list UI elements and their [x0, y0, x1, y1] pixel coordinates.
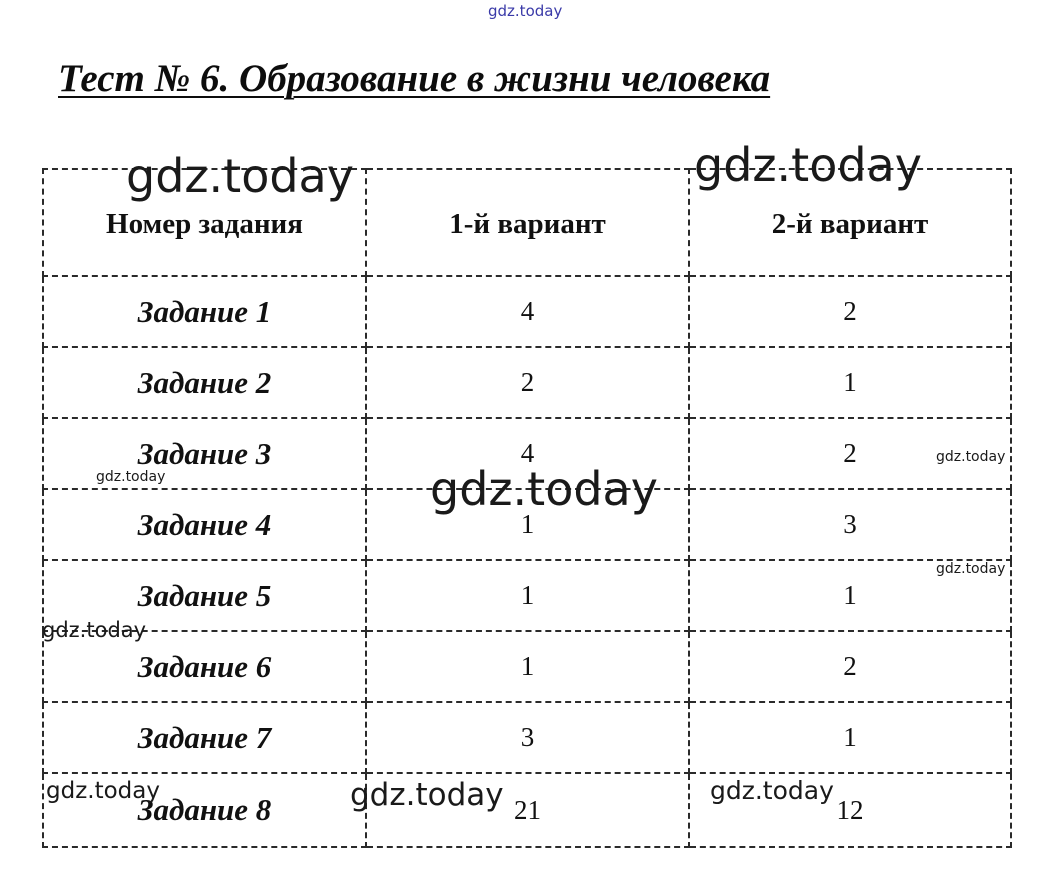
- variant-2-answer: 3: [689, 489, 1011, 560]
- variant-1-answer: 3: [366, 702, 689, 773]
- table-row: [43, 773, 1011, 847]
- watermark-mid-left: gdz.today: [42, 618, 147, 642]
- table-row: [43, 702, 1011, 773]
- variant-2-answer: 1: [689, 560, 1011, 631]
- table-header-row: [43, 169, 1011, 276]
- variant-1-answer: 2: [366, 347, 689, 418]
- task-label: Задание 7: [43, 702, 366, 773]
- variant-1-answer: 4: [366, 276, 689, 347]
- watermark-large-left: gdz.today: [126, 149, 354, 203]
- variant-2-answer: 1: [689, 702, 1011, 773]
- header-variant-2: 2-й вариант: [689, 169, 1011, 276]
- variant-2-answer: 2: [689, 418, 1011, 489]
- watermark-small-right-upper: gdz.today: [936, 449, 1006, 465]
- task-label: Задание 5: [43, 560, 366, 631]
- answers-table: [42, 168, 1012, 848]
- variant-2-answer: 2: [689, 276, 1011, 347]
- table-row: [43, 276, 1011, 347]
- variant-1-answer: 21: [366, 773, 689, 847]
- variant-1-answer: 4: [366, 418, 689, 489]
- table-row: [43, 489, 1011, 560]
- variant-2-answer: 1: [689, 347, 1011, 418]
- task-label: Задание 1: [43, 276, 366, 347]
- header-variant-1: 1-й вариант: [366, 169, 689, 276]
- variant-2-answer: 12: [689, 773, 1011, 847]
- watermark-small-right-lower: gdz.today: [936, 561, 1006, 577]
- page-title: Тест № 6. Образование в жизни человека: [58, 57, 771, 100]
- header-task-number: Номер задания: [43, 169, 366, 276]
- variant-1-answer: 1: [366, 489, 689, 560]
- task-label: Задание 4: [43, 489, 366, 560]
- table-row: [43, 560, 1011, 631]
- task-label: Задание 6: [43, 631, 366, 702]
- table-row: [43, 631, 1011, 702]
- watermark-bottom-left: gdz.today: [46, 778, 160, 804]
- variant-1-answer: 1: [366, 631, 689, 702]
- watermark-small-left: gdz.today: [96, 469, 166, 485]
- task-label: Задание 3: [43, 418, 366, 489]
- task-label: Задание 2: [43, 347, 366, 418]
- watermark-large-center: gdz.today: [430, 462, 658, 516]
- watermark-bottom-right: gdz.today: [710, 776, 834, 805]
- watermark-bottom-center: gdz.today: [350, 777, 504, 813]
- watermark-top: gdz.today: [488, 2, 563, 20]
- variant-2-answer: 2: [689, 631, 1011, 702]
- task-label: Задание 8: [43, 773, 366, 847]
- table-row: [43, 347, 1011, 418]
- table-row: [43, 418, 1011, 489]
- variant-1-answer: 1: [366, 560, 689, 631]
- watermark-large-right: gdz.today: [694, 138, 922, 192]
